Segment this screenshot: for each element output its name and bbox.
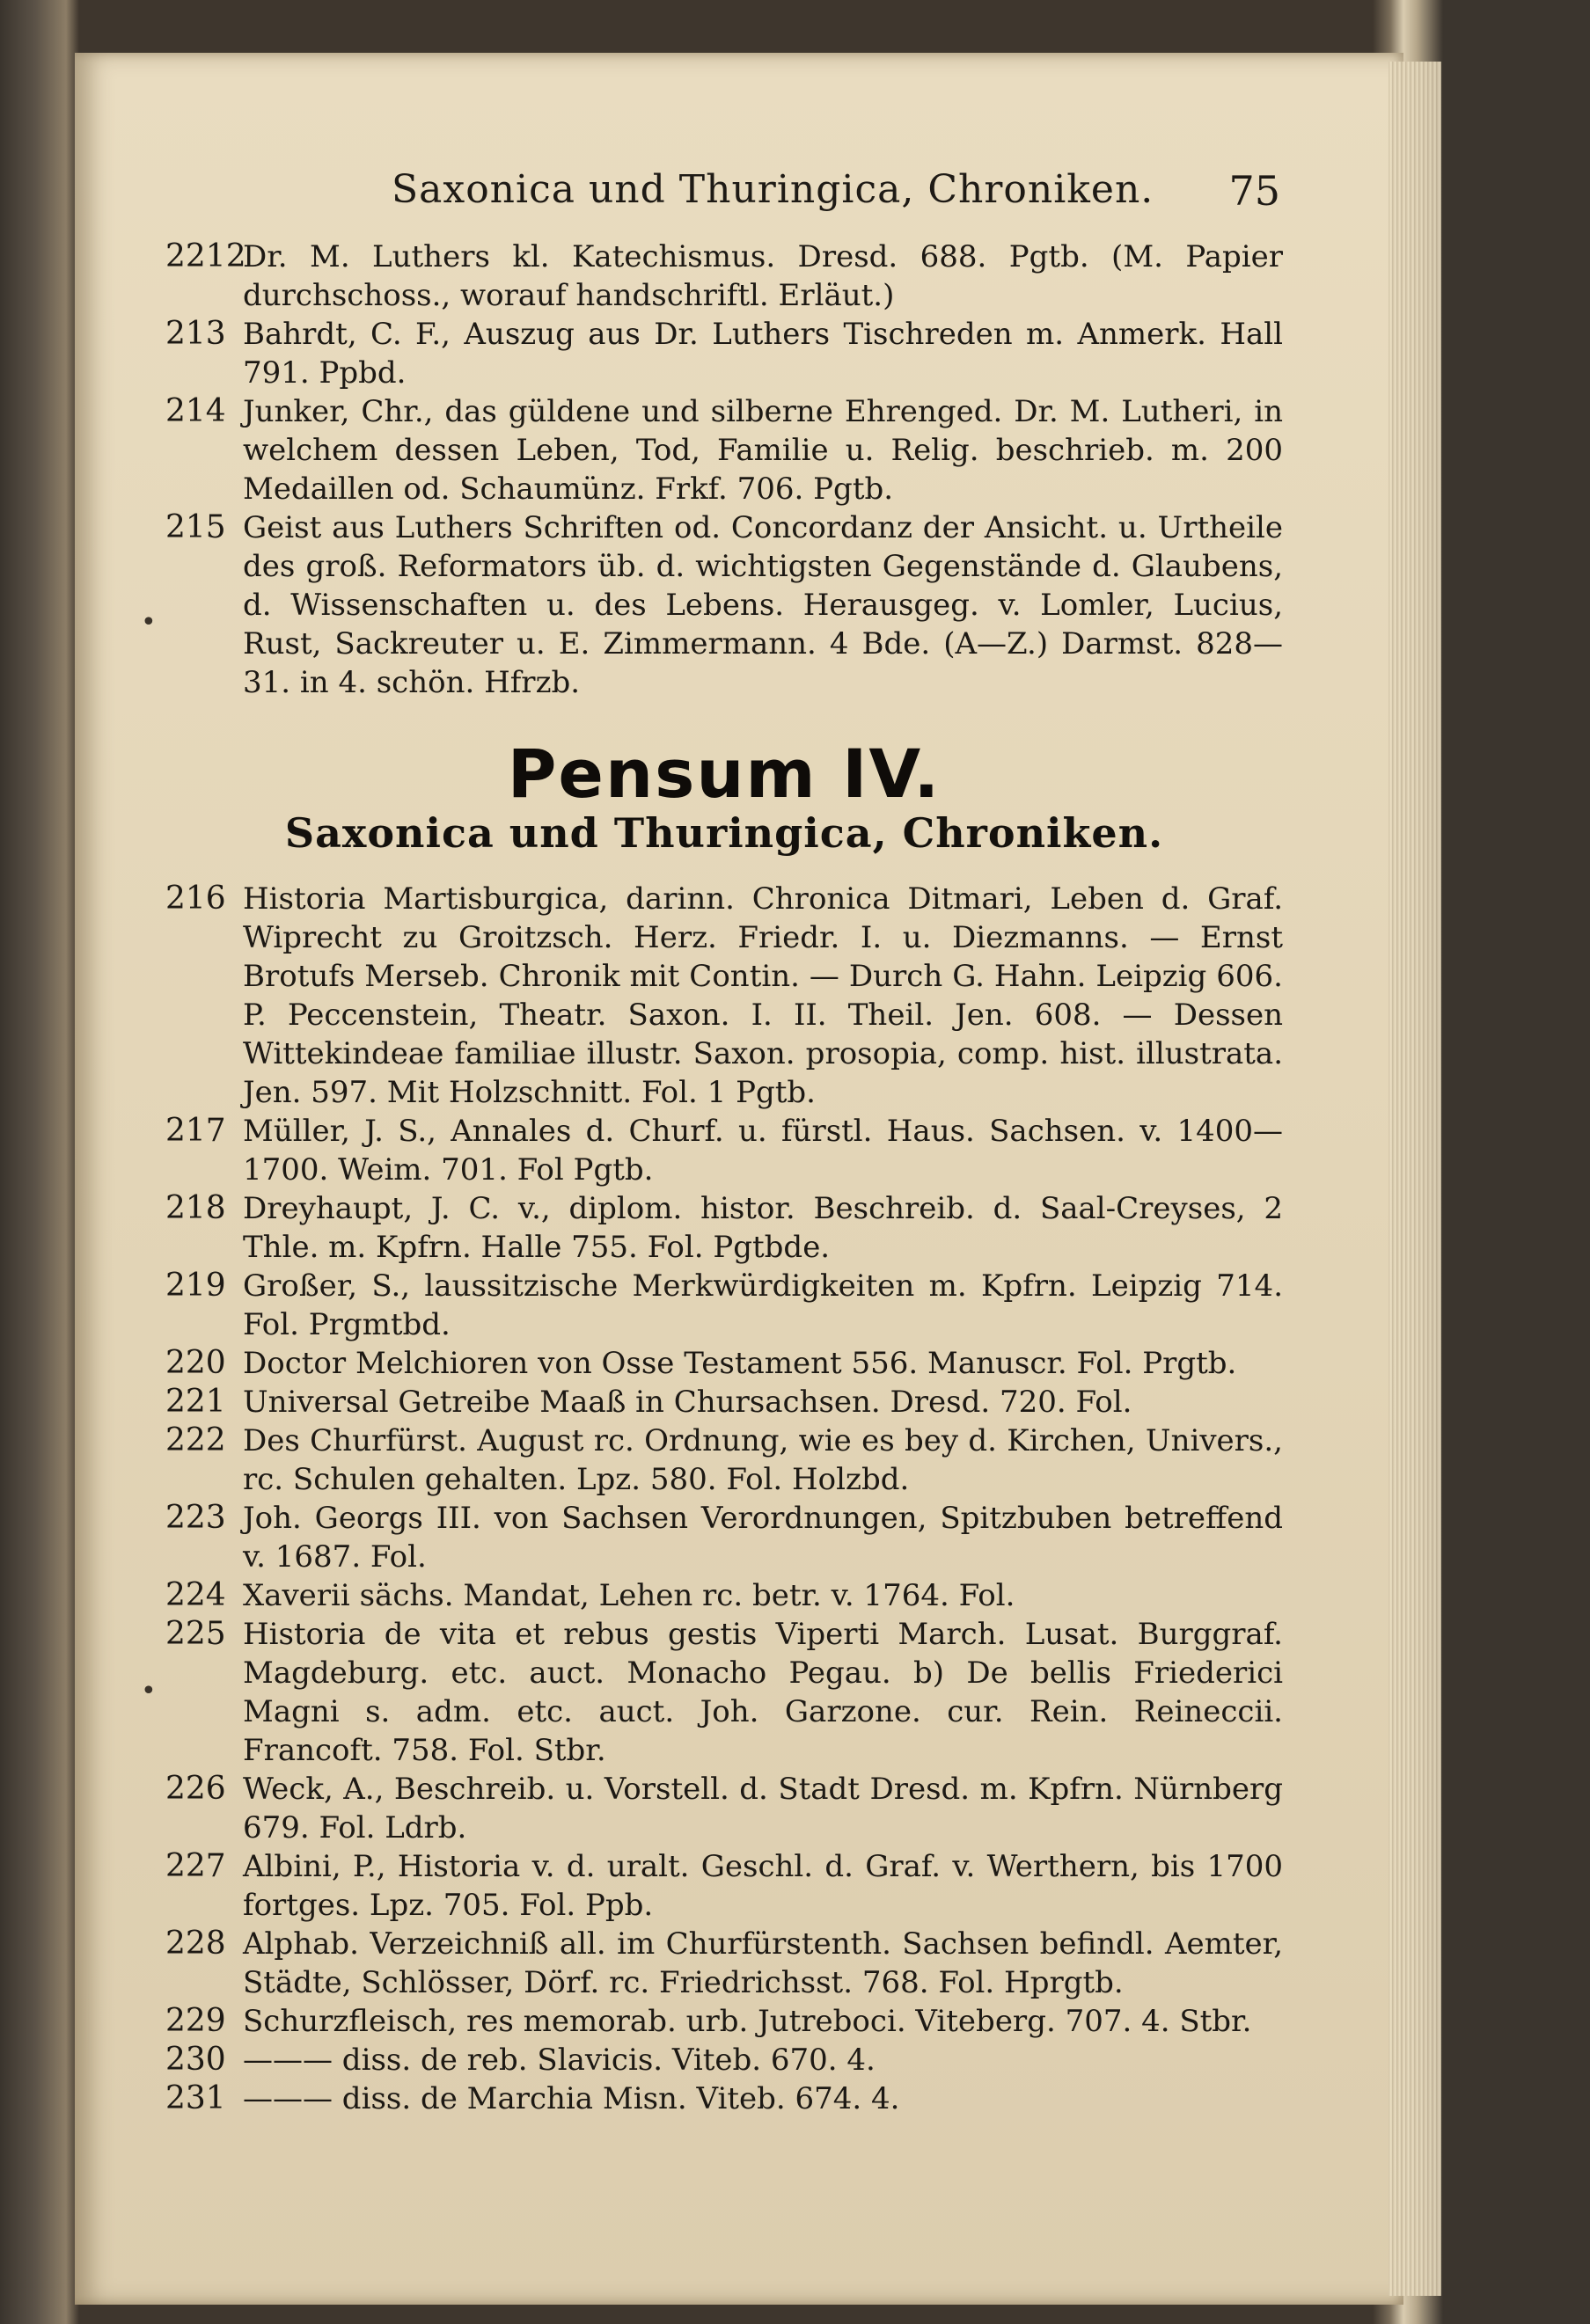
catalog-entry — [165, 2079, 1283, 2118]
entry-text: Bahrdt, C. F., Auszug aus Dr. Luthers Tischreden m. Anmerk. Hall 791. Ppbd. — [243, 317, 1283, 391]
catalog-entry — [165, 238, 1283, 315]
entry-text: Junker, Chr., das güldene und silberne Ehrenged. Dr. M. Lutheri, in welchem dessen Leben, Tod, Familie u. Relig. beschrieb. m. 200 Medaillen od. Schaumünz. Frkf. 706. Pgtb. — [243, 394, 1283, 507]
catalog-entry — [165, 1847, 1283, 1925]
page-number: 75 — [1228, 167, 1280, 215]
entry-number: 223 — [165, 1500, 226, 1536]
entry-text: Historia Martisburgica, darinn. Chronica Ditmari, Leben d. Graf. Wiprecht zu Groitzsch. Herz. Friedr. I. u. Diezmanns. — Ernst Brotufs Merseb. Chronik mit Contin. — Durch G. Hahn. Leipzig 606. P. Peccenstein, Theatr. Saxon. I. II. Theil. Jen. 608. — Dessen Wittekindeae familiae illustr. Saxon. prosopia, comp. hist. illustrata. Jen. 597. Mit Holzschnitt. Fol. 1 Pgtb. — [243, 881, 1283, 1110]
entry-number: 230 — [165, 2042, 226, 2078]
entry-text: ——— diss. de reb. Slavicis. Viteb. 670. 4. — [243, 2043, 876, 2078]
catalog-entry — [165, 1615, 1283, 1770]
entry-text: Weck, A., Beschreib. u. Vorstell. d. Stadt Dresd. m. Kpfrn. Nürnberg 679. Fol. Ldrb. — [243, 1772, 1283, 1845]
entry-number: 213 — [165, 316, 226, 352]
entry-number: 225 — [165, 1616, 226, 1652]
entry-list-top — [165, 238, 1283, 702]
entry-number: 222 — [165, 1422, 226, 1458]
catalog-entry — [165, 2041, 1283, 2079]
entry-text: Historia de vita et rebus gestis Viperti March. Lusat. Burggraf. Magdeburg. etc. auct. Monacho Pegau. b) De bellis Friederici Magni s. adm. etc. auct. Joh. Garzone. cur. Rein. Reineccii. Francoft. 758. Fol. Stbr. — [243, 1617, 1283, 1768]
entry-text: Doctor Melchioren von Osse Testament 556. Manuscr. Fol. Prgtb. — [243, 1346, 1237, 1381]
catalog-entry — [165, 1499, 1283, 1576]
entry-text: Alphab. Verzeichniß all. im Churfürstenth. Sachsen befindl. Aemter, Städte, Schlösser, Dörf. rc. Friedrichsst. 768. Fol. Hprgtb. — [243, 1926, 1283, 2000]
catalog-entry — [165, 1112, 1283, 1189]
page-edges — [1389, 62, 1441, 2296]
catalog-entry — [165, 1770, 1283, 1847]
catalog-entry — [165, 508, 1283, 702]
entry-text: Universal Getreibe Maaß in Chursachsen. Dresd. 720. Fol. — [243, 1385, 1132, 1420]
entry-text: Xaverii sächs. Mandat, Lehen rc. betr. v. 1764. Fol. — [243, 1578, 1015, 1613]
entry-number: 216 — [165, 881, 226, 917]
entry-text: Dreyhaupt, J. C. v., diplom. histor. Beschreib. d. Saal-Creyses, 2 Thle. m. Kpfrn. Halle 755. Fol. Pgtbde. — [243, 1191, 1283, 1265]
catalog-entry — [165, 880, 1283, 1112]
catalog-entry — [165, 392, 1283, 508]
entry-number: 228 — [165, 1926, 226, 1962]
entry-number: 217 — [165, 1113, 226, 1149]
entry-text: ——— diss. de Marchia Misn. Viteb. 674. 4. — [243, 2081, 900, 2116]
entry-text: Schurzfleisch, res memorab. urb. Jutreboci. Viteberg. 707. 4. Stbr. — [243, 2004, 1252, 2039]
entry-number: 221 — [165, 1384, 226, 1420]
entry-text: Joh. Georgs III. von Sachsen Verordnungen, Spitzbuben betreffend v. 1687. Fol. — [243, 1501, 1283, 1575]
entry-number: 2212 — [165, 238, 246, 274]
catalog-entry — [165, 1189, 1283, 1267]
section-title: Pensum IV. — [507, 734, 942, 813]
catalog-entry — [165, 1344, 1283, 1383]
entry-number: 229 — [165, 2003, 226, 2039]
entry-text: Müller, J. S., Annales d. Churf. u. fürstl. Haus. Sachsen. v. 1400—1700. Weim. 701. Fol Pgtb. — [243, 1114, 1283, 1188]
margin-mark: • — [141, 607, 157, 638]
entry-text: Des Churfürst. August rc. Ordnung, wie es bey d. Kirchen, Univers., rc. Schulen gehalten. Lpz. 580. Fol. Holzbd. — [243, 1423, 1283, 1497]
entry-number: 231 — [165, 2080, 226, 2116]
entry-number: 226 — [165, 1771, 226, 1807]
catalog-entry — [165, 1267, 1283, 1344]
entry-number: 227 — [165, 1848, 226, 1884]
entry-list-bottom — [165, 880, 1283, 2118]
margin-mark: • — [141, 1676, 157, 1706]
entry-number: 218 — [165, 1190, 226, 1226]
catalog-entry — [165, 2002, 1283, 2041]
entry-number: 224 — [165, 1577, 226, 1613]
entry-number: 214 — [165, 393, 226, 429]
running-head — [242, 167, 1280, 220]
catalog-entry — [165, 1383, 1283, 1421]
entry-text: Dr. M. Luthers kl. Katechismus. Dresd. 688. Pgtb. (M. Papier durchschoss., worauf handschriftl. Erläut.) — [243, 239, 1283, 313]
catalog-entry — [165, 1925, 1283, 2002]
section-subtitle: Saxonica und Thuringica, Chroniken. — [284, 809, 1164, 857]
entry-number: 215 — [165, 509, 226, 545]
entry-text: Geist aus Luthers Schriften od. Concordanz der Ansicht. u. Urtheile des groß. Reformators üb. d. wichtigsten Gegenstände d. Glaubens, d. Wissenschaften u. des Lebens. Herausgeg. v. Lomler, Lucius, Rust, Sackreuter u. E. Zimmermann. 4 Bde. (A—Z.) Darmst. 828—31. in 4. schön. Hfrzb. — [243, 510, 1283, 700]
entry-number: 220 — [165, 1345, 226, 1381]
catalog-entry — [165, 1421, 1283, 1499]
catalog-entry — [165, 315, 1283, 392]
catalog-entry — [165, 1576, 1283, 1615]
entry-number: 219 — [165, 1268, 226, 1304]
running-head-title: Saxonica und Thuringica, Chroniken. — [392, 167, 1154, 212]
entry-text: Albini, P., Historia v. d. uralt. Geschl. d. Graf. v. Werthern, bis 1700 fortges. Lpz. 705. Fol. Ppb. — [243, 1849, 1283, 1923]
entry-text: Großer, S., laussitzische Merkwürdigkeiten m. Kpfrn. Leipzig 714. Fol. Prgmtbd. — [243, 1268, 1283, 1342]
